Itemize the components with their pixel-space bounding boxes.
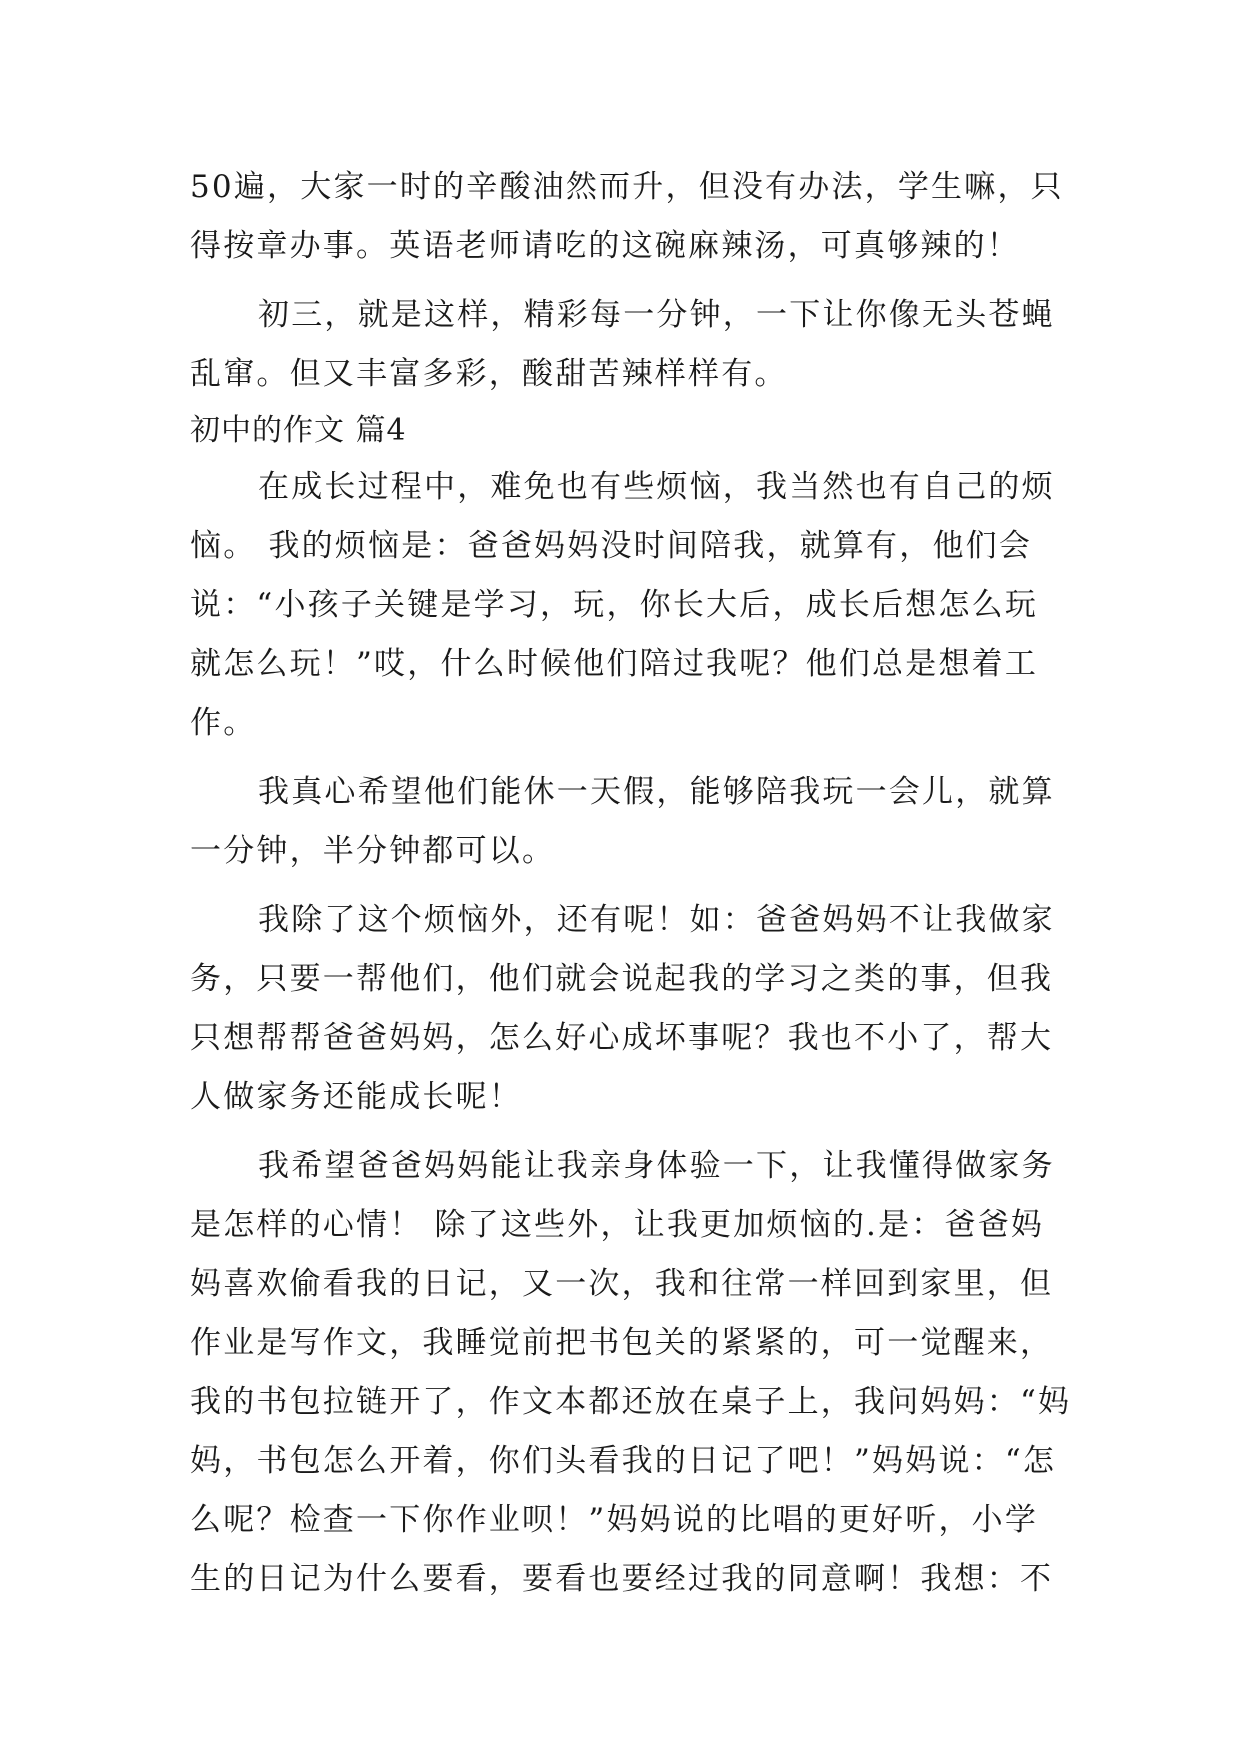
paragraph-first-line: 初三，就是这样，精彩每一分钟，一下让你像无头苍蝇 [258,297,1055,333]
document-body [190,158,1072,1609]
paragraph-first-line: 我除了这个烦恼外，还有呢！如：爸爸妈妈不让我做家 [258,902,1055,938]
paragraph-first-line: 我真心希望他们能休一天假，能够陪我玩一会儿，就算 [258,774,1055,810]
text-line: 务，只要一帮他们，他们就会说起我的学习之类的事，但我 [190,961,1054,997]
text-line: 作业是写作文，我睡觉前把书包关的紧紧的，可一觉醒来， [190,1325,1054,1361]
text-line: 么呢？检查一下你作业呗！”妈妈说的比唱的更好听，小学 [190,1502,1039,1538]
text-line: 作。 [190,705,257,741]
text-line: 我的书包拉链开了，作文本都还放在桌子上，我问妈妈：“妈 [190,1384,1072,1420]
text-line: 生的日记为什么要看，要看也要经过我的同意啊！我想：不 [190,1561,1054,1597]
paragraph-first-line: 我希望爸爸妈妈能让我亲身体验一下，让我懂得做家务 [258,1148,1055,1184]
text-line: 是怎样的心情！ 除了这些外，让我更加烦恼的.是：爸爸妈 [190,1207,1045,1243]
text-line: 得按章办事。英语老师请吃的这碗麻辣汤，可真够辣的！ [190,228,1020,264]
text-line: 妈喜欢偷看我的日记，又一次，我和往常一样回到家里，但 [190,1266,1054,1302]
text-line: 妈，书包怎么开着，你们头看我的日记了吧！”妈妈说：“怎 [190,1443,1057,1479]
text-line: 一分钟，半分钟都可以。 [190,833,556,869]
text-line: 只想帮帮爸爸妈妈，怎么好心成坏事呢？我也不小了，帮大 [190,1020,1054,1056]
text-line: 乱窜。但又丰富多彩，酸甜苦辣样样有。 [190,356,788,392]
text-line: 说：“小孩子关键是学习，玩，你长大后，成长后想怎么玩 [190,587,1039,623]
paragraph-first-line: 在成长过程中，难免也有些烦恼，我当然也有自己的烦 [258,469,1055,505]
text-line: 50遍，大家一时的辛酸油然而升，但没有办法，学生嘛，只 [190,169,1064,205]
text-line: 就怎么玩！”哎，什么时候他们陪过我呢？他们总是想着工 [190,646,1039,682]
text-line: 人做家务还能成长呢！ [190,1079,522,1115]
text-line: 恼。 我的烦恼是：爸爸妈妈没时间陪我，就算有，他们会 [190,528,1033,564]
section-heading: 初中的作文 篇4 [190,413,407,448]
